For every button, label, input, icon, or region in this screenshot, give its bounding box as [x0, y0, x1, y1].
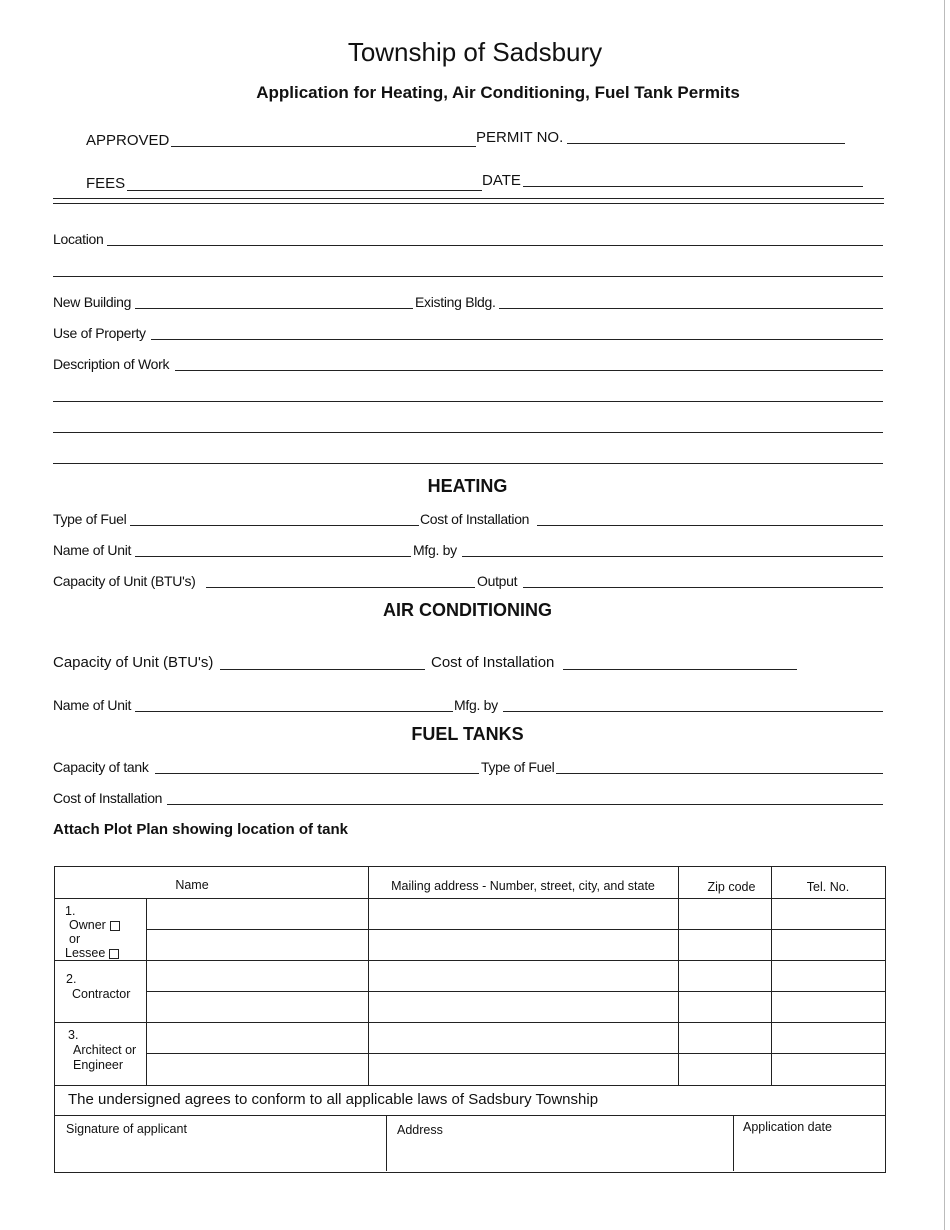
description-field-2[interactable] — [53, 401, 883, 402]
row-number: 3. — [68, 1028, 79, 1042]
description-field-3[interactable] — [53, 432, 883, 433]
row-number: 2. — [66, 972, 77, 986]
fuel-tanks-heading: FUEL TANKS — [411, 724, 524, 744]
location-label: Location — [53, 231, 104, 247]
tank-type-of-fuel-label: Type of Fuel — [481, 759, 555, 775]
architect-name-field[interactable] — [147, 1023, 367, 1084]
contractor-label: Contractor — [72, 987, 131, 1001]
architect-label: Architect or — [73, 1043, 137, 1057]
description-of-work-label: Description of Work — [53, 356, 170, 372]
application-date-field[interactable] — [734, 1138, 884, 1170]
ac-mfg-by-label: Mfg. by — [454, 697, 498, 713]
owner-address-field[interactable] — [369, 899, 677, 959]
use-of-property-field[interactable] — [151, 339, 883, 340]
fees-label: FEES — [86, 175, 126, 192]
location-field-2[interactable] — [53, 276, 883, 277]
new-building-label: New Building — [53, 294, 132, 310]
tank-type-of-fuel-field[interactable] — [556, 773, 883, 774]
lessee-checkbox[interactable] — [109, 949, 119, 959]
date-label: DATE — [482, 172, 521, 189]
ac-capacity-label: Capacity of Unit (BTU's) — [53, 654, 214, 671]
heating-cost-label: Cost of Installation — [420, 511, 530, 527]
divider — [53, 203, 884, 204]
signature-label: Signature of applicant — [66, 1122, 187, 1136]
ac-cost-field[interactable] — [563, 669, 797, 670]
use-of-property-label: Use of Property — [53, 325, 146, 341]
tank-cost-field[interactable] — [167, 804, 883, 805]
attach-plot-plan-note: Attach Plot Plan showing location of tank — [53, 821, 349, 838]
applicant-address-field[interactable] — [387, 1138, 732, 1170]
application-date-label: Application date — [743, 1120, 832, 1134]
existing-bldg-field[interactable] — [499, 308, 883, 309]
location-field[interactable] — [107, 245, 883, 246]
ac-cost-label: Cost of Installation — [431, 654, 555, 671]
air-conditioning-heading: AIR CONDITIONING — [383, 600, 552, 620]
table-row-divider — [54, 1085, 885, 1086]
heating-capacity-label: Capacity of Unit (BTU's) — [53, 573, 196, 589]
owner-name-field[interactable] — [147, 899, 367, 959]
contractor-name-field[interactable] — [147, 961, 367, 1021]
ac-capacity-field[interactable] — [220, 669, 425, 670]
heating-name-of-unit-label: Name of Unit — [53, 542, 132, 558]
scan-edge — [944, 0, 945, 1230]
page-title: Township of Sadsbury — [347, 37, 603, 67]
table-row-divider — [54, 1115, 885, 1116]
approved-field[interactable] — [171, 146, 476, 147]
heating-output-label: Output — [477, 573, 518, 589]
permit-no-field[interactable] — [567, 143, 845, 144]
heating-name-of-unit-field[interactable] — [135, 556, 411, 557]
owner-checkbox[interactable] — [110, 921, 120, 931]
col-header-name: Name — [175, 878, 209, 892]
new-building-field[interactable] — [135, 308, 413, 309]
col-header-address: Mailing address - Number, street, city, and state — [391, 879, 655, 893]
heating-type-of-fuel-label: Type of Fuel — [53, 511, 127, 527]
contractor-address-field[interactable] — [369, 961, 677, 1021]
heating-output-field[interactable] — [523, 587, 883, 588]
tank-capacity-field[interactable] — [155, 773, 479, 774]
heating-capacity-field[interactable] — [206, 587, 475, 588]
description-field-1[interactable] — [175, 370, 883, 371]
heating-cost-field[interactable] — [537, 525, 883, 526]
heating-mfg-by-field[interactable] — [462, 556, 883, 557]
approved-label: APPROVED — [86, 132, 170, 149]
heating-mfg-by-label: Mfg. by — [413, 542, 457, 558]
contractor-cell — [66, 972, 130, 1002]
engineer-label: Engineer — [73, 1058, 124, 1072]
permit-no-label: PERMIT NO. — [476, 129, 564, 146]
heating-type-of-fuel-field[interactable] — [130, 525, 419, 526]
heating-heading: HEATING — [427, 476, 508, 496]
tank-cost-label: Cost of Installation — [53, 790, 163, 806]
owner-lessee-cell — [65, 904, 120, 960]
col-header-tel: Tel. No. — [806, 880, 850, 894]
lessee-label: Lessee — [65, 946, 106, 960]
date-field[interactable] — [523, 186, 863, 187]
description-field-4[interactable] — [53, 463, 883, 464]
fees-field[interactable] — [127, 190, 482, 191]
architect-cell — [68, 1028, 136, 1073]
row-number: 1. — [65, 904, 76, 918]
architect-address-field[interactable] — [369, 1023, 677, 1084]
ac-name-of-unit-field[interactable] — [135, 711, 453, 712]
form-subtitle: Application for Heating, Air Conditioning, Fuel Tank Permits — [256, 83, 740, 102]
divider — [53, 198, 884, 199]
ac-mfg-by-field[interactable] — [503, 711, 883, 712]
existing-bldg-label: Existing Bldg. — [415, 294, 496, 310]
address-label: Address — [397, 1123, 443, 1137]
owner-label: Owner — [69, 918, 106, 932]
ac-name-of-unit-label: Name of Unit — [53, 697, 132, 713]
or-label: or — [69, 932, 81, 946]
signature-field[interactable] — [55, 1138, 385, 1170]
col-header-zip: Zip code — [707, 880, 756, 894]
tank-capacity-label: Capacity of tank — [53, 759, 149, 775]
agreement-statement: The undersigned agrees to conform to all applicable laws of Sadsbury Township — [68, 1091, 599, 1108]
